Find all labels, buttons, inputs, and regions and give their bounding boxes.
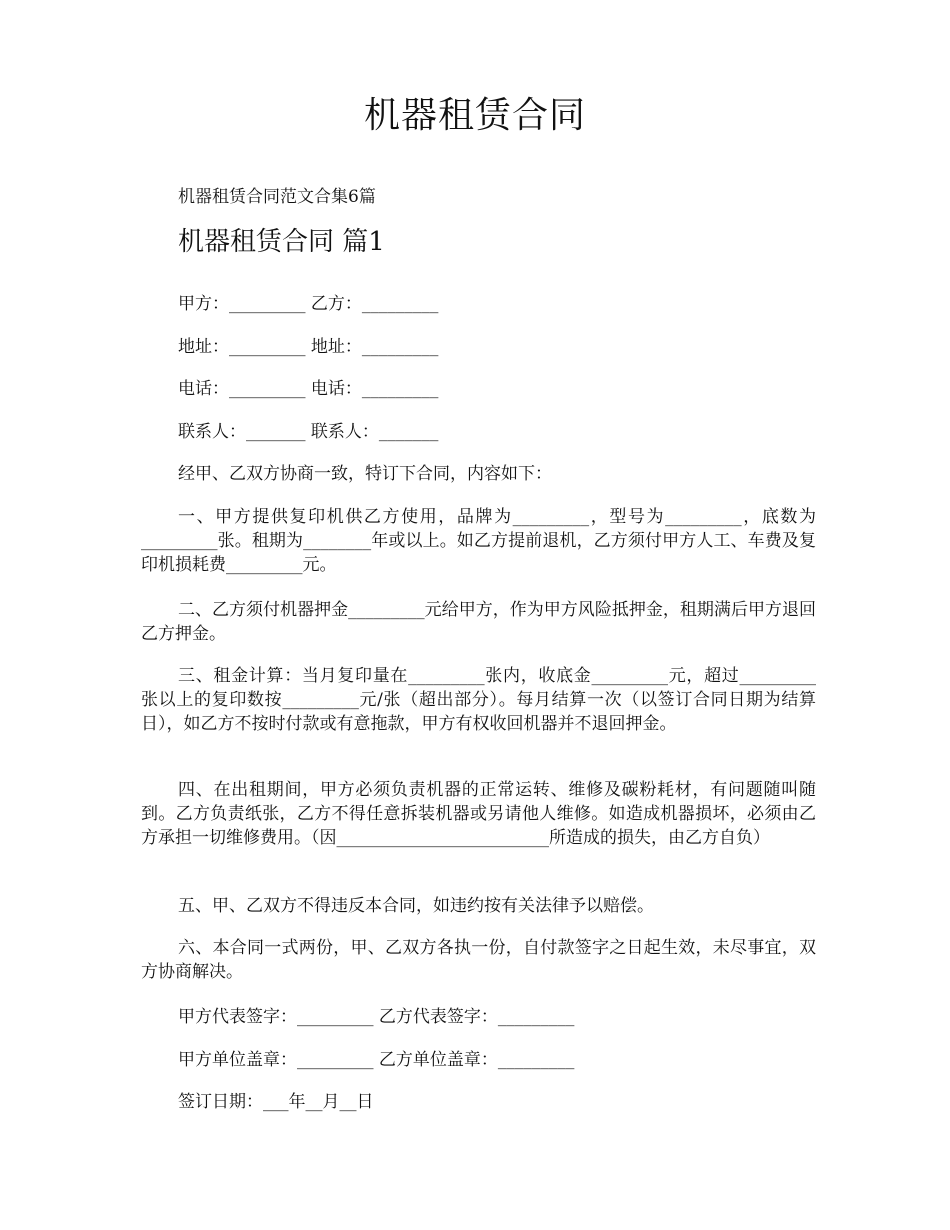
intro-paragraph: 经甲、乙双方协商一致，特订下合同，内容如下： <box>178 464 552 484</box>
clause-6: 六、本合同一式两份，甲、乙双方各执一份，自付款签字之日起生效，未尽事宜，双方协商解决。 <box>141 938 816 982</box>
party-phone-line: 电话：_________ 电话：_________ <box>178 379 439 399</box>
document-subtitle: 机器租赁合同范文合集6篇 <box>178 187 376 207</box>
clause-5: 五、甲、乙双方不得违反本合同，如违约按有关法律予以赔偿。 <box>178 896 654 916</box>
clause-3: 三、租金计算：当月复印量在_________张内，收底金_________元，超过_________ 张以上的复印数按_________元/张（超出部分）。每月结算一次（以签订合同日期为结算日），如乙方不按时付款或有意拖款，甲方有权收回机器并不退回押金。 <box>141 666 816 734</box>
clause-4: 四、在出租期间，甲方必须负责机器的正常运转、维修及碳粉耗材，有问题随叫随到。乙方负责纸张，乙方不得任意拆装机器或另请他人维修。如造成机器损坏，必须由乙方承担一切维修费用。（因_________________________所造成的损失，由乙方自负） <box>141 780 816 848</box>
party-contact-line: 联系人：_______ 联系人：_______ <box>178 422 439 442</box>
clause-1: 一、甲方提供复印机供乙方使用，品牌为_________，型号为_________，底数为_________张。租期为________年或以上。如乙方提前退机，乙方须付甲方人工、车费及复印机损耗费_________元。 <box>141 507 816 575</box>
section-heading: 机器租赁合同 篇1 <box>178 227 385 257</box>
party-address-line: 地址：_________ 地址：_________ <box>178 337 439 357</box>
signing-date-line: 签订日期：___年__月__日 <box>178 1092 374 1112</box>
seal-line: 甲方单位盖章：_________ 乙方单位盖章：_________ <box>178 1050 575 1070</box>
party-names-line: 甲方：_________ 乙方：_________ <box>178 294 439 314</box>
document-title: 机器租赁合同 <box>363 95 586 136</box>
clause-2: 二、乙方须付机器押金_________元给甲方，作为甲方风险抵押金，租期满后甲方退回乙方押金。 <box>141 600 816 644</box>
signature-line: 甲方代表签字：_________ 乙方代表签字：_________ <box>178 1007 575 1027</box>
